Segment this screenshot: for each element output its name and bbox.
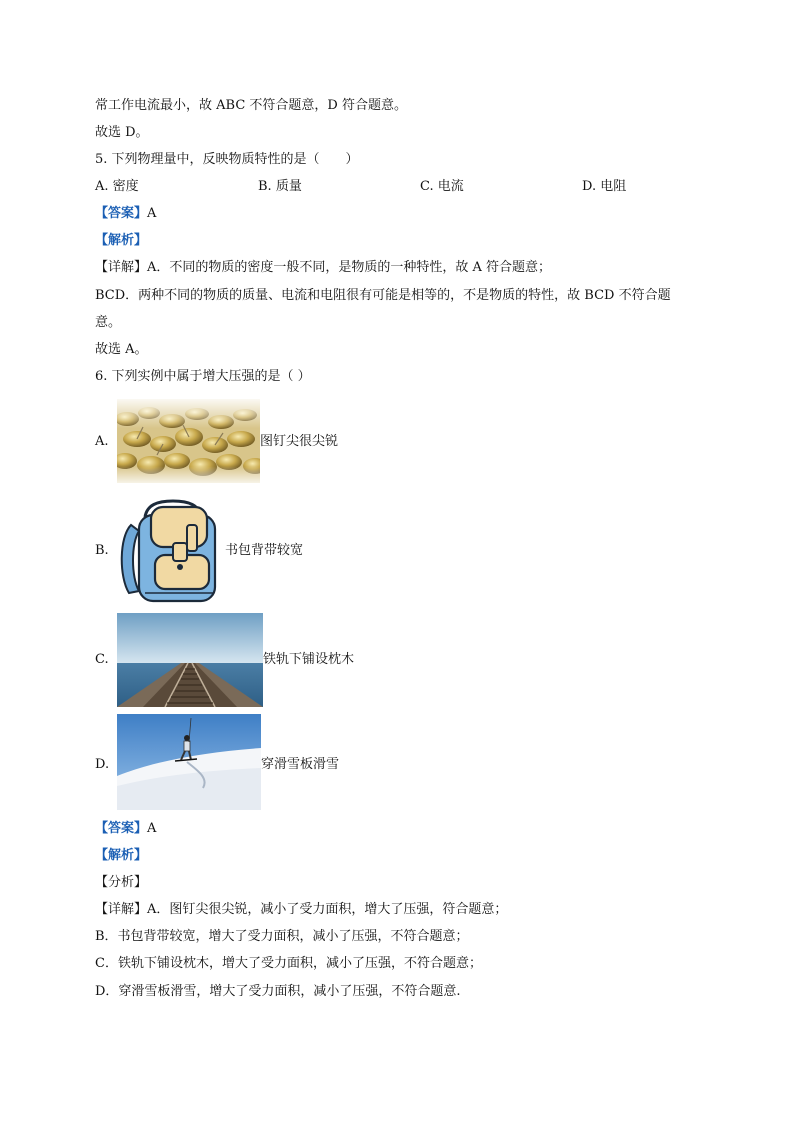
answer-tag: 【答案】 [95, 821, 148, 836]
analysis-tag: 【解析】 [95, 848, 148, 863]
q6-fenxi-line [95, 874, 147, 892]
analysis-tag: 【解析】 [95, 233, 148, 248]
skier-photo [117, 714, 261, 810]
q6-option-a-text: 图钉尖很尖锐 [260, 434, 339, 449]
q5-option-d: D. 电阻 [582, 179, 627, 194]
q6-option-b-letter: B. [95, 543, 109, 558]
q6-detail-a [95, 901, 507, 919]
q6-option-b-text: 书包背带较宽 [225, 543, 304, 558]
thumbtacks-photo [117, 399, 260, 483]
q5-answer: A [147, 206, 157, 221]
detail-tag: 【详解】 [95, 902, 148, 917]
q6-detail-c: C．铁轨下铺设枕木，增大了受力面积，减小了压强，不符合题意； [95, 956, 482, 971]
q6-option-a-letter: A. [95, 434, 109, 449]
fenxi-tag: 【分析】 [95, 875, 148, 890]
q6-option-c-text: 铁轨下铺设枕木 [263, 652, 355, 667]
q5-detail-2: BCD．两种不同的物质的质量、电流和电阻很有可能是相等的，不是物质的特性，故 BCD 不符合题 [95, 288, 671, 303]
q5-option-b: B. 质量 [258, 179, 302, 194]
q5-stem: 5. 下列物理量中，反映物质特性的是（ ） [95, 152, 359, 167]
q5-option-c: C. 电流 [420, 179, 464, 194]
q5-answer-line [95, 205, 156, 223]
q6-detail-d: D．穿滑雪板滑雪，增大了受力面积，减小了压强，不符合题意. [95, 984, 461, 999]
q6-stem: 6. 下列实例中属于增大压强的是（ ） [95, 369, 311, 384]
railway-photo [117, 613, 263, 707]
q6-option-d-letter: D. [95, 757, 110, 772]
q6-detail-b: B．书包背带较宽，增大了受力面积，减小了压强，不符合题意； [95, 929, 469, 944]
q6-option-c-letter: C. [95, 652, 109, 667]
q5-option-a: A. 密度 [95, 179, 139, 194]
q6-analysis-line [95, 847, 147, 865]
q5-detail-1 [95, 259, 551, 277]
q5-conclusion: 故选 A。 [95, 342, 148, 357]
detail-tag: 【详解】 [95, 260, 148, 275]
backpack-illustration [117, 497, 224, 606]
q6-detail-text-a: A．图钉尖很尖锐，减小了受力面积，增大了压强，符合题意； [147, 902, 508, 917]
q5-analysis-line [95, 232, 147, 250]
q4-text-line-1: 常工作电流最小，故 ABC 不符合题意，D 符合题意。 [95, 98, 407, 113]
q6-answer: A [147, 821, 157, 836]
q5-detail-text-1: A．不同的物质的密度一般不同，是物质的一种特性，故 A 符合题意； [147, 260, 552, 275]
answer-tag: 【答案】 [95, 206, 148, 221]
q5-detail-3: 意。 [95, 315, 122, 330]
q4-conclusion: 故选 D。 [95, 125, 149, 140]
q6-answer-line [95, 820, 156, 838]
q6-option-d-text: 穿滑雪板滑雪 [261, 757, 340, 772]
